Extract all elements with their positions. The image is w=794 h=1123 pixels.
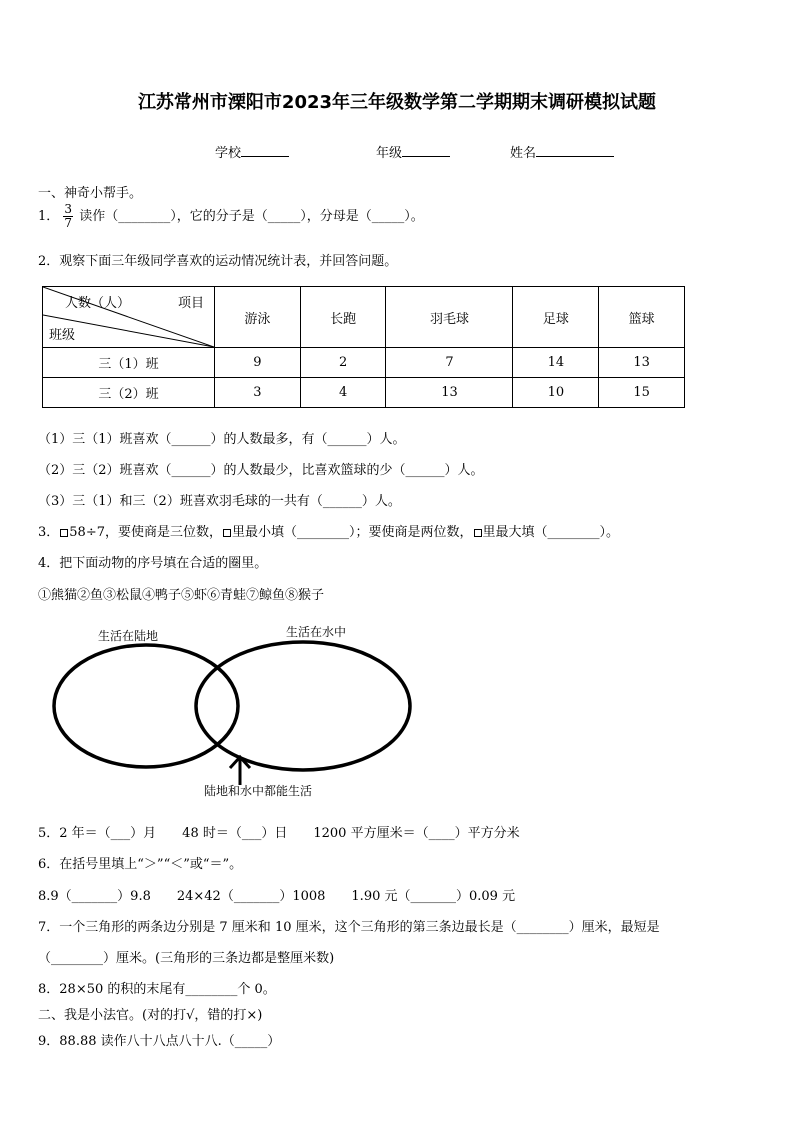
school-blank[interactable] bbox=[241, 144, 289, 157]
school-field bbox=[215, 142, 289, 161]
grade-blank[interactable] bbox=[402, 144, 450, 157]
question-7-line2: （________）厘米。(三角形的三条边都是整厘米数) bbox=[38, 951, 335, 966]
question-2-sub-2: （2）三（2）班喜欢（______）的人数最少，比喜欢篮球的少（______）人。 bbox=[38, 463, 484, 478]
question-9: 9．88.88 读作八十八点八十八.（_____） bbox=[38, 1034, 281, 1049]
table-cell: 3 bbox=[215, 378, 301, 408]
table-corner-cell bbox=[43, 287, 215, 348]
fraction-denominator: 7 bbox=[64, 216, 73, 230]
table-row bbox=[43, 378, 685, 408]
section-1-heading: 一、神奇小帮手。 bbox=[38, 186, 143, 201]
grade-field bbox=[376, 142, 450, 161]
column-header: 羽毛球 bbox=[386, 287, 513, 348]
square-placeholder bbox=[474, 529, 482, 537]
fraction-numerator: 3 bbox=[64, 202, 73, 216]
question-8: 8．28×50 的积的末尾有________个 0。 bbox=[38, 982, 276, 997]
column-header: 篮球 bbox=[599, 287, 685, 348]
table-cell: 14 bbox=[513, 348, 599, 378]
question-4: 4．把下面动物的序号填在合适的圈里。 bbox=[38, 556, 268, 571]
corner-label-count: 人数（人） bbox=[65, 296, 131, 311]
question-2-sub-3: （3）三（1）和三（2）班喜欢羽毛球的一共有（______）人。 bbox=[38, 494, 401, 509]
school-label: 学校 bbox=[215, 146, 242, 161]
both-label: 陆地和水中都能生活 bbox=[204, 784, 313, 798]
water-circle bbox=[196, 642, 410, 770]
land-label: 生活在陆地 bbox=[98, 629, 159, 643]
table-cell: 15 bbox=[599, 378, 685, 408]
square-placeholder bbox=[223, 529, 231, 537]
q3-text-c: 里最大填（________）。 bbox=[482, 525, 620, 540]
land-circle bbox=[54, 645, 238, 767]
q1-number: 1． bbox=[38, 209, 60, 224]
grade-label: 年级 bbox=[376, 146, 403, 161]
q3-number: 3． bbox=[38, 525, 60, 540]
square-placeholder bbox=[60, 529, 68, 537]
sports-stats-table bbox=[42, 286, 685, 408]
question-6-items: 8.9（_______）9.8 24×42（_______）1008 1.90 元（_______）0.09 元 bbox=[38, 889, 516, 904]
table-cell: 7 bbox=[386, 348, 513, 378]
venn-diagram bbox=[40, 615, 440, 805]
question-3 bbox=[38, 521, 619, 540]
animal-list: ①熊猫②鱼③松鼠④鸭子⑤虾⑥青蛙⑦鲸鱼⑧猴子 bbox=[38, 588, 325, 603]
q3-text-b: 里最小填（________）；要使商是两位数， bbox=[232, 525, 473, 540]
question-5: 5．2 年＝（___）月 48 时＝（___）日 1200 平方厘米＝（____）平方分米 bbox=[38, 826, 520, 841]
question-1 bbox=[38, 203, 424, 230]
name-label: 姓名 bbox=[510, 146, 537, 161]
fraction bbox=[63, 203, 73, 230]
table-cell: 10 bbox=[513, 378, 599, 408]
table-header-row bbox=[43, 287, 685, 348]
column-header: 足球 bbox=[513, 287, 599, 348]
question-2: 2．观察下面三年级同学喜欢的运动情况统计表，并回答问题。 bbox=[38, 254, 398, 269]
table-cell: 13 bbox=[386, 378, 513, 408]
name-field bbox=[510, 142, 614, 161]
section-2-heading: 二、我是小法官。(对的打√，错的打×) bbox=[38, 1008, 263, 1023]
corner-label-item: 项目 bbox=[178, 296, 205, 311]
name-blank[interactable] bbox=[536, 144, 614, 157]
table-cell: 4 bbox=[300, 378, 386, 408]
column-header: 游泳 bbox=[215, 287, 301, 348]
table-cell: 9 bbox=[215, 348, 301, 378]
q3-text-a: 58÷7，要使商是三位数， bbox=[69, 525, 222, 540]
question-6: 6．在括号里填上“＞”“＜”或“＝”。 bbox=[38, 857, 243, 872]
column-header: 长跑 bbox=[300, 287, 386, 348]
corner-label-class: 班级 bbox=[49, 328, 76, 343]
q1-text: 读作（________），它的分子是（_____），分母是（_____）。 bbox=[79, 209, 424, 224]
table-row bbox=[43, 348, 685, 378]
row-label: 三（2）班 bbox=[43, 378, 215, 408]
water-label: 生活在水中 bbox=[286, 625, 347, 639]
page-title: 江苏常州市溧阳市2023年三年级数学第二学期期末调研模拟试题 bbox=[137, 92, 657, 113]
table-cell: 2 bbox=[300, 348, 386, 378]
question-7-line1: 7．一个三角形的两条边分别是 7 厘米和 10 厘米，这个三角形的第三条边最长是（________）厘米，最短是 bbox=[38, 920, 660, 935]
question-2-sub-1: （1）三（1）班喜欢（______）的人数最多，有（______）人。 bbox=[38, 432, 406, 447]
row-label: 三（1）班 bbox=[43, 348, 215, 378]
table-cell: 13 bbox=[599, 348, 685, 378]
